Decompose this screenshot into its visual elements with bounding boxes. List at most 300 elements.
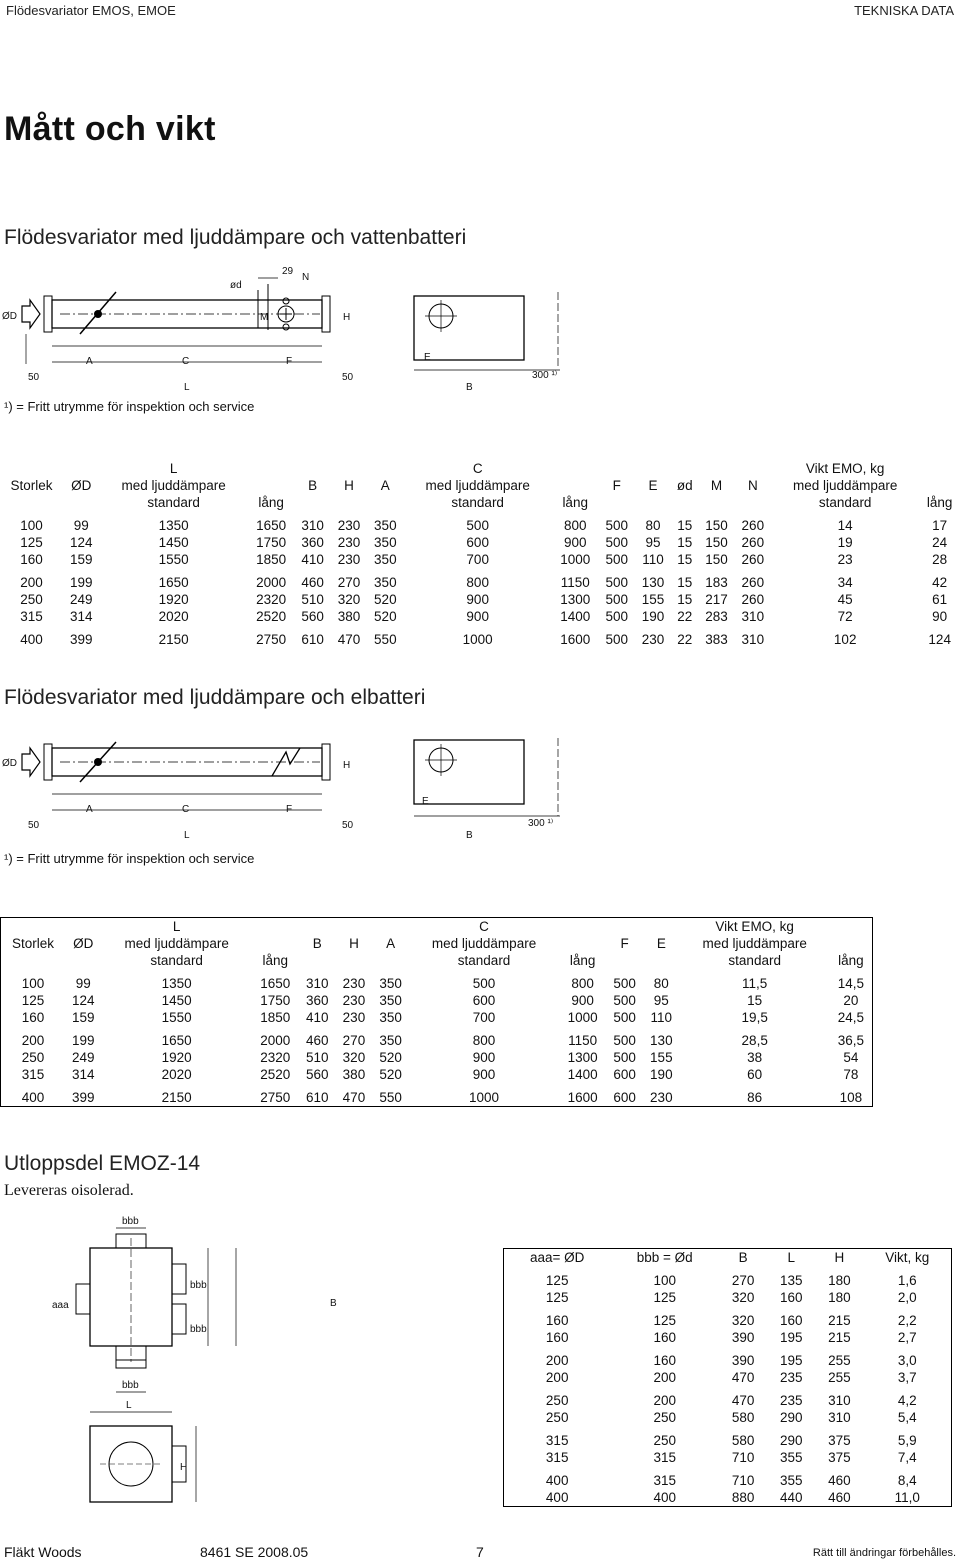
table-cell: 320 <box>731 1290 755 1305</box>
table-header-cell <box>599 494 635 511</box>
table-header-cell: aaa= ØD <box>529 1250 585 1265</box>
table-cell: 1000 <box>469 1090 500 1105</box>
table-cell: 255 <box>828 1353 851 1368</box>
table-cell: 470 <box>342 1090 366 1105</box>
svg-text:bbb: bbb <box>122 1380 139 1391</box>
table-cell: 5,4 <box>897 1410 917 1425</box>
table-cell: 15 <box>677 592 693 607</box>
table-header-cell: Storlek <box>10 478 53 493</box>
table-cell: 400 <box>545 1490 569 1505</box>
table-cell: 460 <box>828 1473 851 1488</box>
table-cell: 320 <box>342 1050 366 1065</box>
table-cell: 470 <box>731 1393 755 1408</box>
svg-text:M: M <box>260 312 269 323</box>
table-cell: 200 <box>653 1393 676 1408</box>
table-cell: 315 <box>21 1067 45 1082</box>
table-cell: 399 <box>69 632 93 647</box>
header-right: TEKNISKA DATA <box>854 3 954 18</box>
table-header-cell: ød <box>676 478 693 493</box>
table-cell: 250 <box>653 1433 676 1448</box>
table-cell: 2320 <box>260 1050 291 1065</box>
footer-doc: 8461 SE 2008.05 <box>200 1544 309 1560</box>
table-cell: 350 <box>379 976 402 991</box>
table-cell: 560 <box>305 1067 329 1082</box>
table-cell: 8,4 <box>897 1473 917 1488</box>
table-cell: 700 <box>472 1010 496 1025</box>
table-cell: 315 <box>20 609 43 624</box>
table-header-cell <box>643 952 680 969</box>
table-header-cell <box>372 952 409 969</box>
table-cell: 2,7 <box>897 1330 917 1345</box>
section2-footnote: ¹) = Fritt utrymme för inspektion och service <box>4 851 255 866</box>
table-cell: 230 <box>342 976 366 991</box>
table-cell: 7,4 <box>897 1450 917 1465</box>
svg-text:L: L <box>184 830 190 841</box>
table-cell: 200 <box>545 1370 569 1385</box>
table-cell: 260 <box>741 518 765 533</box>
table-cell: 260 <box>741 592 765 607</box>
table-cell: 24 <box>932 535 948 550</box>
table-header-cell: med ljuddämpare <box>431 936 537 951</box>
svg-text:B: B <box>466 382 473 392</box>
table-cell: 200 <box>21 1033 45 1048</box>
table-cell: 2000 <box>260 1033 291 1048</box>
table-cell: 500 <box>605 592 628 607</box>
table-cell: 34 <box>837 575 853 590</box>
table-row <box>0 517 960 534</box>
table-cell: 900 <box>571 993 594 1008</box>
svg-text:C: C <box>182 804 190 815</box>
table-cell: 200 <box>20 575 43 590</box>
table-header-cell: lång <box>569 953 596 968</box>
table-header-cell <box>331 460 367 477</box>
table-cell: 250 <box>20 592 43 607</box>
svg-text:N: N <box>302 272 310 283</box>
table-header-cell: med ljuddämpare <box>793 478 898 493</box>
table-cell: 28,5 <box>741 1033 768 1048</box>
table-header-cell: H <box>344 478 354 493</box>
table-cell: 100 <box>653 1273 676 1288</box>
table-header-cell <box>635 460 671 477</box>
table-cell: 1600 <box>560 632 591 647</box>
table-cell: 200 <box>545 1353 569 1368</box>
table-header-cell <box>552 460 599 477</box>
table-cell: 102 <box>833 632 857 647</box>
footer-company: Fläkt Woods <box>4 1544 82 1560</box>
table-cell: 2,2 <box>897 1313 917 1328</box>
table-header-cell: Vikt EMO, kg <box>805 461 885 476</box>
table-cell: 86 <box>747 1090 763 1105</box>
table-cell: 45 <box>837 592 853 607</box>
table-header-cell: M <box>710 478 723 493</box>
table-cell: 1300 <box>560 592 591 607</box>
page-title: Mått och vikt <box>4 110 216 148</box>
table-header-cell: H <box>834 1250 845 1265</box>
table-cell: 900 <box>466 592 489 607</box>
table-header-cell <box>671 494 698 511</box>
table-header-cell: lång <box>258 495 284 510</box>
table-cell: 1350 <box>161 976 192 991</box>
table-cell: 199 <box>72 1033 95 1048</box>
table-header-cell <box>830 918 873 936</box>
table-cell: 710 <box>731 1473 755 1488</box>
table-cell: 160 <box>545 1313 569 1328</box>
table-cell: 270 <box>731 1273 755 1288</box>
table-cell: 440 <box>779 1490 803 1505</box>
svg-text:A: A <box>86 804 93 815</box>
table-cell: 99 <box>73 518 89 533</box>
table-header-cell: N <box>747 478 758 493</box>
table-cell: 110 <box>650 1010 673 1025</box>
footer-page: 7 <box>476 1544 484 1560</box>
table-cell: 200 <box>653 1370 676 1385</box>
table-cell: 230 <box>337 518 361 533</box>
table-cell: 500 <box>613 1033 636 1048</box>
svg-text:H: H <box>180 1462 188 1473</box>
table-cell: 61 <box>932 592 948 607</box>
table-cell: 80 <box>653 976 669 991</box>
table-cell: 383 <box>705 632 728 647</box>
table-row <box>504 1409 952 1426</box>
table-cell: 350 <box>379 1033 402 1048</box>
table-header-cell <box>635 494 671 511</box>
table-cell: 470 <box>731 1370 755 1385</box>
table-header-cell <box>0 460 63 477</box>
table-cell: 255 <box>828 1370 851 1385</box>
svg-text:F: F <box>286 804 293 815</box>
table-header-cell <box>606 952 643 969</box>
table-cell: 1400 <box>567 1067 598 1082</box>
table-cell: 510 <box>305 1050 329 1065</box>
table-header-cell <box>830 935 873 952</box>
table-header-cell: B <box>312 936 322 951</box>
table-header-row <box>0 494 960 511</box>
table-header-cell <box>698 494 734 511</box>
table-cell: 24,5 <box>837 1010 864 1025</box>
svg-text:L: L <box>184 382 190 392</box>
table-cell: 710 <box>731 1450 755 1465</box>
svg-text:C: C <box>182 356 190 367</box>
table-cell: 1650 <box>161 1033 192 1048</box>
table-cell: 80 <box>645 518 661 533</box>
table-cell: 99 <box>75 976 91 991</box>
table-row <box>0 591 960 608</box>
table-cell: 310 <box>828 1410 851 1425</box>
water-coil-diagram <box>0 262 600 392</box>
table-header-cell: F <box>612 478 621 493</box>
table-header-cell <box>252 918 299 936</box>
table-cell: 2,0 <box>897 1290 917 1305</box>
svg-text:ØD: ØD <box>2 758 17 769</box>
table-cell: 5,9 <box>897 1433 917 1448</box>
table-cell: 1000 <box>560 552 591 567</box>
table-cell: 108 <box>839 1090 863 1105</box>
table-header-cell <box>1 918 65 936</box>
table-cell: 400 <box>20 632 43 647</box>
table-cell: 150 <box>705 518 728 533</box>
table-cell: 270 <box>342 1033 366 1048</box>
table-header-cell: F <box>620 936 629 951</box>
table-header-cell: lång <box>562 495 588 510</box>
table-cell: 500 <box>613 976 636 991</box>
table-cell: 520 <box>374 592 397 607</box>
table-header-cell <box>336 918 373 936</box>
svg-text:E: E <box>424 352 431 363</box>
table-cell: 195 <box>779 1330 803 1345</box>
table-cell: 1550 <box>161 1010 192 1025</box>
table-cell: 250 <box>653 1410 676 1425</box>
table-cell: 500 <box>466 518 489 533</box>
table-cell: 350 <box>374 518 397 533</box>
table-cell: 1150 <box>560 575 590 590</box>
table-cell: 160 <box>653 1330 676 1345</box>
section2-title: Flödesvariator med ljuddämpare och elbatteri <box>4 686 426 709</box>
table-cell: 1450 <box>158 535 189 550</box>
table-cell: 460 <box>301 575 324 590</box>
table-cell: 310 <box>741 609 765 624</box>
table-cell: 1450 <box>161 993 192 1008</box>
table-cell: 15 <box>677 575 693 590</box>
table-header-cell: standard <box>457 953 511 968</box>
table-cell: 1920 <box>161 1050 192 1065</box>
table-cell: 900 <box>472 1050 496 1065</box>
table-cell: 270 <box>337 575 361 590</box>
table-header-cell: standard <box>150 953 203 968</box>
table-cell: 15 <box>677 552 693 567</box>
table-cell: 2750 <box>260 1090 291 1105</box>
table-cell: 375 <box>828 1433 851 1448</box>
table-cell: 135 <box>779 1273 803 1288</box>
table-cell: 520 <box>379 1050 402 1065</box>
table-cell: 390 <box>731 1353 755 1368</box>
svg-text:29: 29 <box>282 266 294 277</box>
table-cell: 215 <box>828 1330 851 1345</box>
table-row <box>0 551 960 568</box>
table-header-cell: bbb = Ød <box>636 1250 693 1265</box>
table-header-cell <box>0 494 63 511</box>
table-header-cell: standard <box>818 495 872 510</box>
table-cell: 500 <box>605 609 628 624</box>
table-header-cell: L <box>169 461 178 476</box>
svg-text:50: 50 <box>342 820 354 831</box>
table-header-cell <box>248 477 295 494</box>
table-cell: 800 <box>563 518 587 533</box>
table-cell: 500 <box>605 552 628 567</box>
table-header-cell: A <box>380 478 390 493</box>
svg-text:bbb: bbb <box>190 1324 207 1335</box>
header-left: Flödesvariator EMOS, EMOE <box>6 3 176 18</box>
table-cell: 250 <box>21 1050 45 1065</box>
table-cell: 400 <box>545 1473 569 1488</box>
table-header-cell <box>294 494 330 511</box>
table-cell: 290 <box>779 1410 803 1425</box>
svg-text:E: E <box>422 796 429 807</box>
table-row <box>504 1312 952 1329</box>
table-header-cell: Storlek <box>11 936 54 951</box>
table-cell: 160 <box>20 552 43 567</box>
table-cell: 2000 <box>256 575 287 590</box>
table-cell: 500 <box>605 535 628 550</box>
table-cell: 2320 <box>256 592 287 607</box>
svg-text:ød: ød <box>230 280 242 291</box>
table-cell: 360 <box>305 993 329 1008</box>
table-cell: 180 <box>828 1273 851 1288</box>
table-cell: 350 <box>374 552 397 567</box>
table-cell: 560 <box>301 609 324 624</box>
table-cell: 15 <box>677 535 693 550</box>
table-cell: 60 <box>747 1067 763 1082</box>
table-cell: 1650 <box>256 518 287 533</box>
svg-text:bbb: bbb <box>122 1216 139 1227</box>
section3-title: Utloppsdel EMOZ-14 <box>4 1152 201 1175</box>
table-cell: 72 <box>837 609 853 624</box>
table-cell: 130 <box>641 575 665 590</box>
table-cell: 2150 <box>161 1090 192 1105</box>
table-cell: 1650 <box>158 575 189 590</box>
svg-text:F: F <box>286 356 293 367</box>
table-cell: 183 <box>705 575 728 590</box>
table-cell: 290 <box>779 1433 803 1448</box>
table-row <box>504 1392 952 1409</box>
table-cell: 15 <box>677 518 693 533</box>
table-cell: 355 <box>779 1473 803 1488</box>
table-header-cell <box>919 460 960 477</box>
table-cell: 350 <box>379 993 402 1008</box>
table-cell: 900 <box>466 609 489 624</box>
table-cell: 3,7 <box>897 1370 917 1385</box>
table-cell: 2520 <box>260 1067 291 1082</box>
table-row <box>504 1352 952 1369</box>
table-cell: 1750 <box>260 993 291 1008</box>
table-cell: 150 <box>705 552 728 567</box>
table-header-cell <box>643 918 680 936</box>
table-cell: 19,5 <box>741 1010 768 1025</box>
table-cell: 23 <box>837 552 853 567</box>
table-cell: 260 <box>741 535 765 550</box>
table-cell: 2750 <box>256 632 287 647</box>
table-cell: 315 <box>653 1450 676 1465</box>
table-header-cell: H <box>349 936 359 951</box>
table-header-row <box>504 1249 952 1267</box>
outlet-table <box>503 1248 952 1507</box>
table-cell: 550 <box>379 1090 402 1105</box>
table-header-cell: E <box>648 478 658 493</box>
table-cell: 410 <box>305 1010 329 1025</box>
table-header-cell <box>63 494 99 511</box>
table-header-cell: B <box>738 1250 748 1265</box>
svg-text:ØD: ØD <box>2 311 17 322</box>
table-header-cell <box>599 460 635 477</box>
table-row <box>1 992 873 1009</box>
table-cell: 95 <box>653 993 669 1008</box>
table-cell: 470 <box>337 632 361 647</box>
table-header-cell <box>372 918 409 936</box>
table-cell: 520 <box>379 1067 402 1082</box>
table-cell: 125 <box>545 1290 569 1305</box>
table-cell: 310 <box>828 1393 851 1408</box>
table-header-row <box>1 935 873 952</box>
svg-text:H: H <box>343 760 351 771</box>
table-cell: 800 <box>571 976 594 991</box>
table-cell: 1400 <box>560 609 591 624</box>
table-cell: 155 <box>650 1050 673 1065</box>
table-cell: 22 <box>677 609 693 624</box>
table-cell: 580 <box>731 1410 755 1425</box>
table-cell: 1350 <box>158 518 189 533</box>
table-cell: 1150 <box>568 1033 598 1048</box>
table-cell: 310 <box>741 632 765 647</box>
table-cell: 28 <box>932 552 948 567</box>
table-cell: 320 <box>337 592 361 607</box>
table-header-cell <box>65 918 102 936</box>
table-header-row <box>0 460 960 477</box>
table-cell: 510 <box>301 592 324 607</box>
table-header-cell <box>252 935 299 952</box>
electric-coil-table <box>0 917 873 1107</box>
table-header-cell <box>552 477 599 494</box>
table-header-cell: med ljuddämpare <box>702 936 807 951</box>
table-row <box>0 534 960 551</box>
table-cell: 11,0 <box>894 1490 920 1505</box>
table-cell: 230 <box>650 1090 673 1105</box>
section1-footnote: ¹) = Fritt utrymme för inspektion och service <box>4 399 255 414</box>
svg-text:L: L <box>126 1400 132 1411</box>
table-cell: 314 <box>69 609 93 624</box>
table-header-cell <box>698 460 734 477</box>
table-cell: 11,5 <box>742 976 768 991</box>
table-cell: 880 <box>731 1490 755 1505</box>
table-cell: 460 <box>828 1490 851 1505</box>
table-cell: 125 <box>21 993 45 1008</box>
table-header-cell: Vikt, kg <box>885 1250 930 1265</box>
table-row <box>1 1009 873 1026</box>
table-cell: 250 <box>545 1393 569 1408</box>
table-cell: 399 <box>72 1090 95 1105</box>
table-cell: 78 <box>843 1067 859 1082</box>
table-header-cell: L <box>172 919 181 934</box>
table-header-cell <box>735 494 771 511</box>
table-cell: 4,2 <box>897 1393 917 1408</box>
table-cell: 125 <box>653 1313 676 1328</box>
table-cell: 1000 <box>567 1010 598 1025</box>
table-cell: 315 <box>653 1473 676 1488</box>
table-cell: 230 <box>641 632 665 647</box>
table-header-cell <box>735 460 771 477</box>
table-header-cell <box>65 952 102 969</box>
table-row <box>504 1329 952 1346</box>
table-cell: 310 <box>305 976 329 991</box>
table-cell: 1600 <box>567 1090 598 1105</box>
table-header-cell <box>248 460 295 477</box>
table-cell: 260 <box>741 552 765 567</box>
table-cell: 125 <box>545 1273 569 1288</box>
table-cell: 159 <box>72 1010 95 1025</box>
table-cell: 100 <box>20 518 43 533</box>
table-cell: 249 <box>72 1050 95 1065</box>
svg-text:A: A <box>86 356 93 367</box>
table-cell: 160 <box>653 1353 676 1368</box>
svg-text:B: B <box>330 1298 337 1309</box>
table-row <box>1 1066 873 1083</box>
table-cell: 42 <box>932 575 948 590</box>
table-header-cell: lång <box>926 495 953 510</box>
table-cell: 900 <box>472 1067 496 1082</box>
table-cell: 2150 <box>158 632 189 647</box>
table-cell: 350 <box>374 575 397 590</box>
table-cell: 1850 <box>256 552 287 567</box>
table-row <box>1 1089 873 1107</box>
table-header-cell <box>336 952 373 969</box>
